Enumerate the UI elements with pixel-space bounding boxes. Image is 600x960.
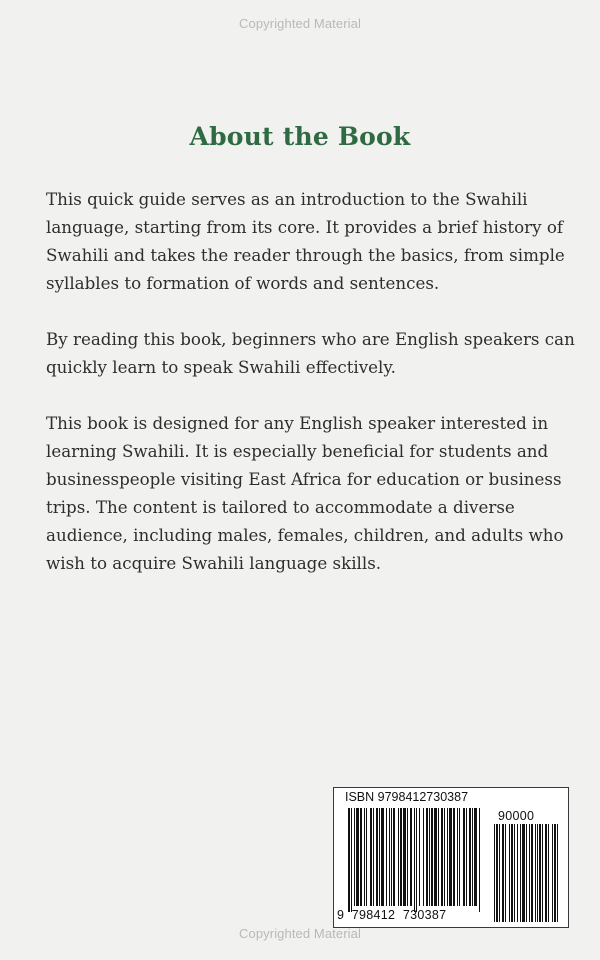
isbn-digits: 9 798412 730387 — [337, 908, 447, 922]
description-paragraph: This quick guide serves as an introduction to the Swahili language, starting from its core. It provides a brief history of Swahili and takes the reader through the basics, from simple syllables to formation of words and sentences. — [46, 189, 565, 293]
page-title: About the Book — [189, 122, 411, 151]
copyright-watermark-bottom: Copyrighted Material — [239, 926, 361, 941]
isbn-barcode — [333, 787, 569, 928]
description-paragraph: By reading this book, beginners who are English speakers can quickly learn to speak Swahili effectively. — [46, 329, 575, 377]
copyright-watermark-top: Copyrighted Material — [239, 16, 361, 31]
price-code: 90000 — [498, 809, 535, 823]
isbn-label: ISBN 9798412730387 — [345, 790, 469, 804]
book-description — [46, 185, 576, 605]
description-paragraph: This book is designed for any English speaker interested in learning Swahili. It is especially beneficial for students and businesspeople visiting East Africa for education or business trips. The content is tailored to accommodate a diverse audience, including males, females, children, and adults who wish to acquire Swahili language skills. — [46, 413, 564, 573]
